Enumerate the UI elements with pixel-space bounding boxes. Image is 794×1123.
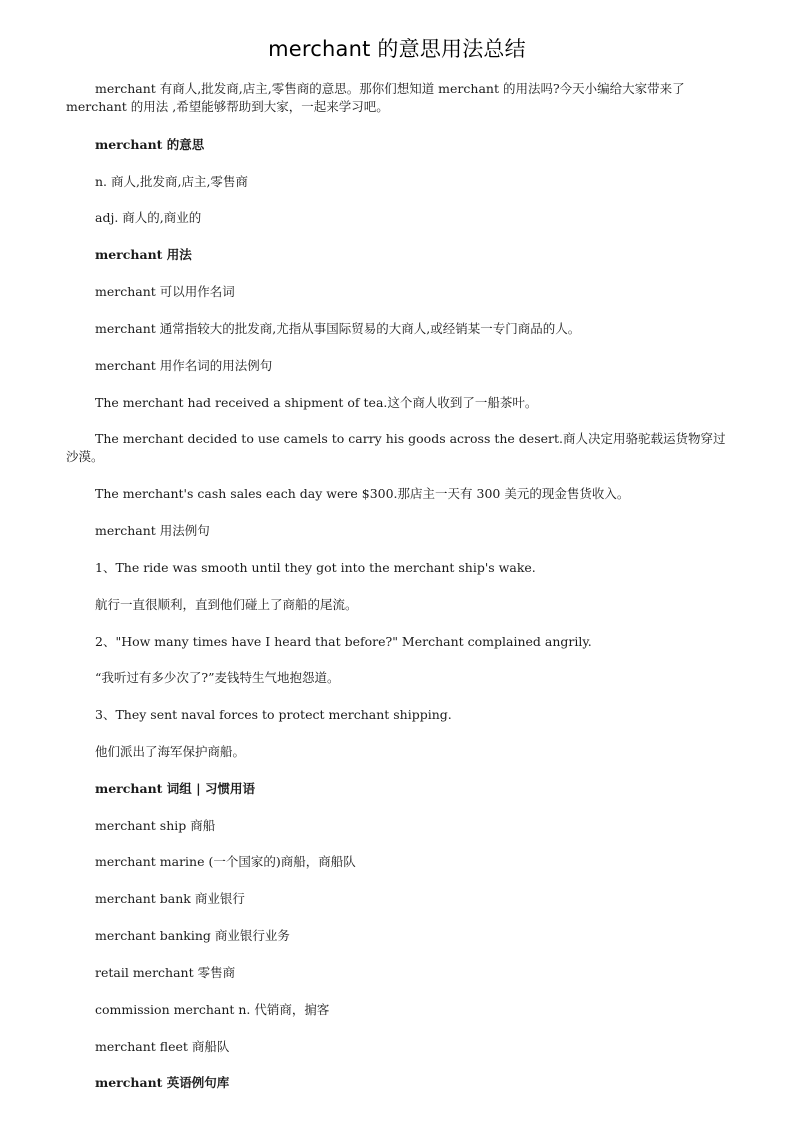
- phrase-item: merchant marine (一个国家的)商船，商船队: [95, 854, 356, 869]
- phrase-item: merchant fleet 商船队: [95, 1039, 230, 1054]
- phrase-item: commission merchant n. 代销商，掮客: [95, 1002, 330, 1017]
- example-sentence: The merchant decided to use camels to carry his goods across the desert.商人决定用骆驼载运货物穿过沙漠。: [66, 431, 726, 464]
- phrase-item: merchant bank 商业银行: [95, 891, 245, 906]
- example-sentence-zh: 航行一直很顺利，直到他们碰上了商船的尾流。: [95, 597, 358, 612]
- intro-paragraph: merchant 有商人,批发商,店主,零售商的意思。那你们想知道 merchant 的用法吗?今天小编给大家带来了 merchant 的用法 ,希望能够帮助到大家，一起来学习吧。: [66, 81, 685, 114]
- page-title: merchant 的意思用法总结: [268, 37, 526, 61]
- phrase-item: retail merchant 零售商: [95, 965, 236, 980]
- usage-note: merchant 可以用作名词: [95, 284, 235, 299]
- subheading-noun-examples: merchant 用作名词的用法例句: [95, 358, 273, 373]
- example-sentence-en: 3、They sent naval forces to protect merchant shipping.: [95, 707, 452, 722]
- usage-description: merchant 通常指较大的批发商,尤指从事国际贸易的大商人,或经销某一专门商品的人。: [95, 321, 581, 336]
- section-heading-usage: merchant 用法: [95, 247, 192, 262]
- subheading-usage-examples: merchant 用法例句: [95, 523, 210, 538]
- section-heading-meaning: merchant 的意思: [95, 137, 205, 152]
- definition-adjective: adj. 商人的,商业的: [95, 210, 202, 225]
- example-sentence: The merchant's cash sales each day were $300.那店主一天有 300 美元的现金售货收入。: [95, 486, 630, 501]
- example-sentence-en: 1、The ride was smooth until they got into the merchant ship's wake.: [95, 560, 536, 575]
- section-heading-phrases: merchant 词组 | 习惯用语: [95, 781, 256, 796]
- example-sentence-zh: 他们派出了海军保护商船。: [95, 744, 246, 759]
- example-sentence-en: 2、"How many times have I heard that before?" Merchant complained angrily.: [95, 634, 592, 649]
- example-sentence-zh: “我听过有多少次了?”麦钱特生气地抱怨道。: [95, 670, 340, 685]
- phrase-item: merchant ship 商船: [95, 818, 216, 833]
- example-sentence: The merchant had received a shipment of tea.这个商人收到了一船茶叶。: [95, 395, 538, 410]
- definition-noun: n. 商人,批发商,店主,零售商: [95, 174, 248, 189]
- phrase-item: merchant banking 商业银行业务: [95, 928, 290, 943]
- section-heading-example-library: merchant 英语例句库: [95, 1075, 230, 1090]
